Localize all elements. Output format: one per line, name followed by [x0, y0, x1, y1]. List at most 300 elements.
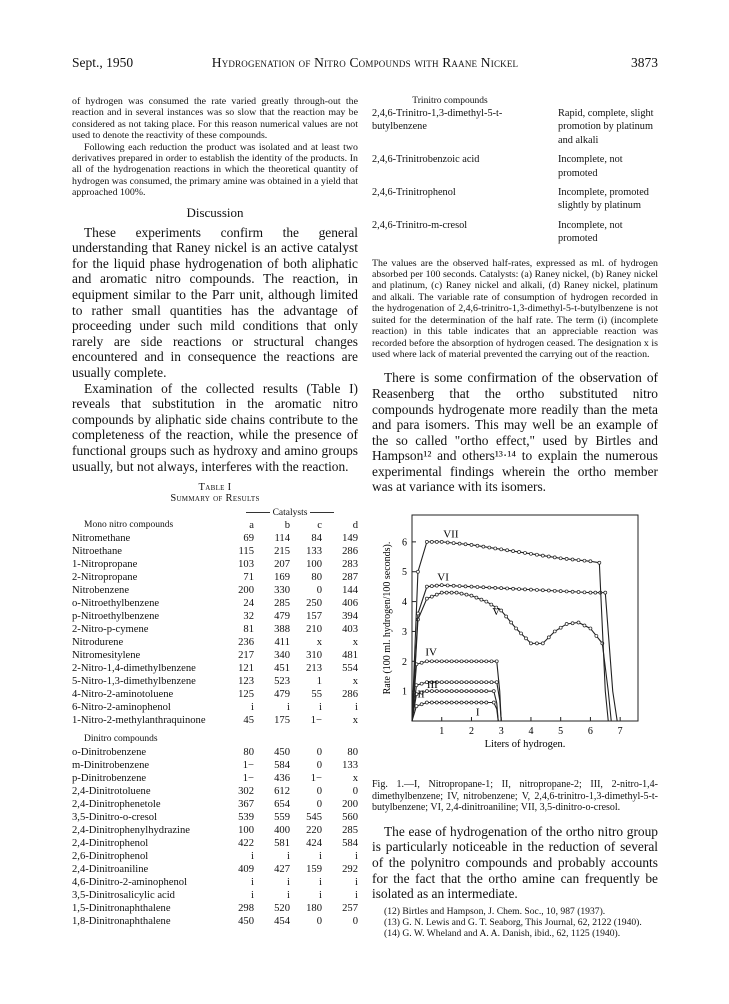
x-tick-label: 4 — [528, 726, 534, 738]
rate-value: x — [352, 637, 358, 649]
data-point — [485, 701, 488, 704]
compound-name: 2-Nitro-1,4-dimethylbenzene — [72, 663, 196, 675]
x-tick-label: 2 — [468, 726, 474, 738]
compound-name: 1-Nitro-2-methylanthraquinone — [72, 715, 206, 727]
data-point — [460, 592, 463, 595]
y-tick-label: 5 — [402, 567, 407, 579]
rate-value: x — [316, 637, 322, 649]
compound-name: 1-Nitropropane — [72, 559, 138, 571]
rate-value: 539 — [238, 812, 254, 824]
data-point — [430, 540, 433, 543]
data-point — [577, 559, 580, 562]
data-point — [565, 623, 568, 626]
rate-value: i — [287, 702, 290, 714]
data-point — [505, 615, 508, 618]
compound-name: 3,5-Dinitro-o-cresol — [72, 812, 158, 824]
compound-name: Nitromethane — [72, 533, 131, 545]
data-point — [524, 551, 527, 554]
rate-value: 0 — [316, 916, 322, 928]
data-point — [445, 690, 448, 693]
table-row — [72, 759, 358, 772]
rate-value: i — [355, 877, 358, 889]
data-point — [470, 681, 473, 684]
rate-value: 0 — [316, 585, 322, 597]
compound-name: 1,5-Dinitronaphthalene — [72, 903, 171, 915]
data-point — [480, 681, 483, 684]
series-label-VI: VI — [437, 571, 449, 584]
rate-value: 236 — [238, 637, 254, 649]
rate-value: 121 — [238, 663, 254, 675]
compound-name: 2,4-Dinitrotoluene — [72, 786, 151, 798]
compound-name: 5-Nitro-1,3-dimethylbenzene — [72, 676, 196, 688]
trinitro-row — [372, 107, 658, 153]
table-row — [72, 915, 358, 928]
data-point — [571, 590, 574, 593]
data-point — [440, 584, 443, 587]
table-row — [72, 597, 358, 610]
data-point — [440, 540, 443, 543]
data-point — [455, 681, 458, 684]
data-point — [430, 660, 433, 663]
references — [372, 906, 658, 940]
data-point — [571, 558, 574, 561]
rate-value: i — [287, 890, 290, 902]
table-title: Summary of Results — [170, 493, 260, 505]
series-label-I: I — [475, 706, 480, 719]
data-point — [510, 621, 513, 624]
rate-value: 103 — [238, 559, 254, 571]
data-point — [435, 540, 438, 543]
rate-value: 114 — [274, 533, 290, 545]
data-point — [476, 544, 479, 547]
x-tick-label: 5 — [558, 726, 564, 738]
rate-value: 287 — [342, 572, 358, 584]
data-point — [420, 682, 423, 685]
col-header-c: c — [317, 520, 322, 532]
data-point — [460, 660, 463, 663]
data-point — [445, 701, 448, 704]
data-point — [480, 701, 483, 704]
rate-value: i — [251, 851, 254, 863]
compound-name: 2,6-Dinitrophenol — [72, 851, 149, 863]
rate-value: 411 — [274, 637, 290, 649]
table-row — [72, 688, 358, 701]
data-point — [415, 705, 418, 708]
rate-value: 207 — [274, 559, 290, 571]
data-point — [583, 624, 586, 627]
rate-value: 220 — [306, 825, 322, 837]
data-point — [492, 690, 495, 693]
rate-value: 340 — [274, 650, 290, 662]
data-point — [541, 554, 544, 557]
data-point — [458, 542, 461, 545]
data-point — [495, 681, 498, 684]
data-point — [475, 690, 478, 693]
data-point — [485, 681, 488, 684]
results-table — [72, 506, 358, 928]
data-point — [529, 588, 532, 591]
data-point — [455, 690, 458, 693]
rate-value: 545 — [306, 812, 322, 824]
rate-value: 292 — [342, 864, 358, 876]
rate-value: 330 — [274, 585, 290, 597]
rate-value: i — [287, 851, 290, 863]
data-point — [440, 591, 443, 594]
data-point — [464, 543, 467, 546]
rate-value: i — [319, 851, 322, 863]
rate-value: 0 — [352, 916, 358, 928]
rate-value: 0 — [316, 799, 322, 811]
rate-value: 451 — [274, 663, 290, 675]
data-point — [458, 585, 461, 588]
compound-name: m-Dinitrobenzene — [72, 760, 150, 772]
rate-value: i — [319, 877, 322, 889]
trinitro-row — [372, 186, 658, 219]
rate-value: 149 — [342, 533, 358, 545]
rate-value: 479 — [274, 689, 290, 701]
data-point — [547, 555, 550, 558]
compound-name: 2-Nitro-p-cymene — [72, 624, 149, 636]
data-point — [565, 557, 568, 560]
data-point — [535, 588, 538, 591]
rate-value: 100 — [306, 559, 322, 571]
data-point — [506, 549, 509, 552]
col-header-b: b — [284, 520, 290, 532]
trinitro-header: Trinitro compounds — [412, 96, 488, 106]
catalysts-label: Catalysts — [222, 506, 358, 519]
data-point — [430, 701, 433, 704]
data-point — [470, 594, 473, 597]
rate-value: 175 — [274, 715, 290, 727]
data-point — [430, 595, 433, 598]
data-point — [604, 591, 607, 594]
table-row — [72, 772, 358, 785]
intro-paragraph: of hydrogen was consumed the rate varied greatly through-out the reaction and in several instances was so slow that the reaction may be considered as not taking place. For this reason numerical values are not used to denote the reactivity of these compounds. — [72, 96, 358, 142]
data-point — [476, 586, 479, 589]
rate-value: 257 — [342, 903, 358, 915]
data-point — [475, 660, 478, 663]
rate-value: 285 — [274, 598, 290, 610]
data-point — [494, 586, 497, 589]
rate-value: 481 — [342, 650, 358, 662]
data-point — [553, 589, 556, 592]
data-point — [470, 585, 473, 588]
data-point — [420, 703, 423, 706]
y-tick-label: 1 — [402, 686, 407, 698]
data-point — [460, 681, 463, 684]
rate-value: 100 — [238, 825, 254, 837]
rate-value: 450 — [274, 747, 290, 759]
data-point — [435, 593, 438, 596]
discussion-paragraph-1: These experiments confirm the general understanding that Raney nickel is an active catalyst for the liquid phase hydrogenation of both aliphatic and aromatic nitro compounds. The reaction, in equipment similar to the Parr unit, although limited to rather small quantities has the advantage of proceeding under such mild conditions that only rarely are side reactions or structural changes encountered and in consequence the reactions are usually complete. — [72, 224, 358, 380]
rate-value: 388 — [274, 624, 290, 636]
series-line-VII — [412, 542, 608, 721]
table-row — [72, 675, 358, 688]
y-tick-label: 4 — [402, 597, 407, 609]
compound-name: o-Dinitrobenzene — [72, 747, 147, 759]
data-point — [450, 660, 453, 663]
data-point — [450, 690, 453, 693]
data-point — [482, 545, 485, 548]
data-point — [450, 591, 453, 594]
table-row — [72, 824, 358, 837]
table-row — [72, 850, 358, 863]
data-point — [541, 589, 544, 592]
data-point — [475, 681, 478, 684]
trinitro-table — [372, 107, 658, 252]
intro-paragraph-2: Following each reduction the product was isolated and at least two derivatives prepared in order to establish the identity of the products. In all of the hydrogenation reactions in which the theoretical quantity of hydrogen was consumed, the primary amine was obtained in a yield that approached 100%. — [72, 141, 358, 199]
compound-name: 6-Nitro-2-aminophenol — [72, 702, 171, 714]
data-point — [494, 547, 497, 550]
rate-value: i — [251, 877, 254, 889]
data-point — [435, 660, 438, 663]
data-point — [470, 660, 473, 663]
data-point — [495, 660, 498, 663]
series-label-V: V — [492, 606, 501, 619]
reference-13: (13) G. N. Lewis and G. T. Seaborg, This Journal, 62, 2122 (1940). — [384, 917, 642, 929]
data-point — [425, 597, 428, 600]
data-point — [485, 600, 488, 603]
data-point — [488, 546, 491, 549]
data-point — [490, 681, 493, 684]
rate-value: 123 — [238, 676, 254, 688]
table-row — [72, 889, 358, 902]
table-row — [72, 876, 358, 889]
rate-value: 654 — [274, 799, 290, 811]
rate-value: 215 — [274, 546, 290, 558]
left-column — [72, 96, 358, 928]
rate-value: 436 — [274, 773, 290, 785]
data-point — [455, 701, 458, 704]
data-point — [577, 591, 580, 594]
rate-value: 0 — [316, 760, 322, 772]
data-point — [455, 660, 458, 663]
rate-value: 283 — [342, 559, 358, 571]
rate-value: 200 — [238, 585, 254, 597]
header-title: Hydrogenation of Nitro Compounds with Raane Nickel — [211, 55, 519, 70]
header-date: Sept., 1950 — [72, 55, 134, 70]
rate-value: 213 — [306, 663, 322, 675]
data-point — [541, 642, 544, 645]
rate-value: i — [355, 890, 358, 902]
rate-value: i — [251, 890, 254, 902]
x-tick-label: 6 — [587, 726, 593, 738]
data-point — [465, 701, 468, 704]
data-point — [480, 598, 483, 601]
table-label: Table I — [198, 482, 232, 494]
data-point — [440, 681, 443, 684]
rate-value: 32 — [243, 611, 254, 623]
trinitro-row — [372, 153, 658, 186]
table-row — [72, 714, 358, 727]
series-line-VI — [412, 585, 617, 721]
rate-value: i — [319, 702, 322, 714]
data-point — [529, 552, 532, 555]
compound-name: 2,4,6-Trinitro-1,3-dimethyl-5-t-butylbenzene — [372, 108, 503, 133]
table-row — [72, 863, 358, 876]
series-label-VII: VII — [443, 528, 459, 541]
rate-value: 523 — [274, 676, 290, 688]
data-point — [465, 681, 468, 684]
data-point — [518, 551, 521, 554]
rate-value: 0 — [352, 786, 358, 798]
y-tick-label: 6 — [402, 537, 407, 549]
rate-value: 394 — [342, 611, 358, 623]
data-point — [425, 585, 428, 588]
rate-value: x — [352, 715, 358, 727]
compound-name: 2,4,6-Trinitrophenol — [372, 187, 456, 199]
rate-value: 157 — [306, 611, 322, 623]
rate-value: 286 — [342, 546, 358, 558]
data-point — [452, 542, 455, 545]
data-point — [452, 584, 455, 587]
table-row — [72, 837, 358, 850]
rate-value: 1 — [316, 676, 322, 688]
data-point — [464, 585, 467, 588]
x-tick-label: 7 — [617, 726, 623, 738]
data-point — [577, 621, 580, 624]
data-point — [535, 553, 538, 556]
table-row — [72, 545, 358, 558]
data-point — [500, 548, 503, 551]
rate-value: i — [355, 702, 358, 714]
x-tick-label: 1 — [439, 726, 445, 738]
rate-value: 427 — [274, 864, 290, 876]
data-point — [475, 701, 478, 704]
series-line-II — [412, 688, 498, 721]
data-point — [488, 586, 491, 589]
rate-value: 450 — [238, 916, 254, 928]
data-point — [465, 690, 468, 693]
page-number: 3873 — [631, 55, 658, 70]
rate-value: 115 — [238, 546, 254, 558]
data-point — [492, 701, 495, 704]
rate-value: 285 — [342, 825, 358, 837]
rate-value: x — [352, 676, 358, 688]
rate-value: 80 — [347, 747, 358, 759]
data-point — [559, 626, 562, 629]
rate-value: 581 — [274, 838, 290, 850]
data-point — [440, 701, 443, 704]
data-point — [559, 590, 562, 593]
rate-value: 84 — [311, 533, 322, 545]
data-point — [490, 660, 493, 663]
data-point — [529, 642, 532, 645]
rate-value: 1− — [242, 773, 254, 785]
rate-value: i — [287, 877, 290, 889]
data-point — [450, 681, 453, 684]
data-point — [445, 591, 448, 594]
rate-value: 159 — [306, 864, 322, 876]
rate-value: 409 — [238, 864, 254, 876]
rate-value: 367 — [238, 799, 254, 811]
compound-name: 3,5-Dinitrosalicylic acid — [72, 890, 175, 902]
result-text: Incomplete, not promoted — [558, 154, 623, 179]
mono-header: Mono nitro compounds — [84, 520, 174, 531]
data-point — [482, 586, 485, 589]
dinitro-header: Dinitro compounds — [84, 734, 158, 745]
rate-value: 125 — [238, 689, 254, 701]
data-point — [425, 701, 428, 704]
rate-value: 406 — [342, 598, 358, 610]
data-point — [480, 690, 483, 693]
rate-value: 71 — [243, 572, 254, 584]
data-point — [445, 681, 448, 684]
data-point — [520, 632, 523, 635]
data-point — [547, 589, 550, 592]
data-point — [565, 590, 568, 593]
data-point — [512, 587, 515, 590]
rate-value: 560 — [342, 812, 358, 824]
compound-name: Nitrobenzene — [72, 585, 130, 597]
rate-value: 1− — [310, 715, 322, 727]
data-point — [460, 690, 463, 693]
figure-1-chart — [372, 507, 658, 775]
rate-value: 217 — [238, 650, 254, 662]
x-tick-label: 3 — [498, 726, 504, 738]
table-row — [72, 746, 358, 759]
data-point — [435, 701, 438, 704]
rate-value: 144 — [342, 585, 358, 597]
table-row — [72, 785, 358, 798]
data-point — [440, 690, 443, 693]
data-point — [470, 701, 473, 704]
rate-value: 584 — [342, 838, 358, 850]
data-point — [559, 557, 562, 560]
rate-value: 310 — [306, 650, 322, 662]
data-point — [571, 622, 574, 625]
data-point — [485, 660, 488, 663]
compound-name: 4,6-Dinitro-2-aminophenol — [72, 877, 188, 889]
table-row — [72, 811, 358, 824]
discussion-heading: Discussion — [186, 204, 244, 220]
rate-value: 210 — [306, 624, 322, 636]
compound-name: Nitrodurene — [72, 637, 124, 649]
running-header — [72, 55, 658, 75]
data-point — [598, 561, 601, 564]
rate-value: 133 — [306, 546, 322, 558]
rate-value: 81 — [243, 624, 254, 636]
data-point — [435, 584, 438, 587]
y-axis-label: Rate (100 ml. hydrogen/100 seconds). — [382, 541, 393, 695]
data-point — [524, 588, 527, 591]
data-point — [430, 585, 433, 588]
data-point — [583, 559, 586, 562]
data-point — [594, 591, 597, 594]
data-point — [535, 642, 538, 645]
data-point — [420, 661, 423, 664]
rate-value: 554 — [342, 663, 358, 675]
table-row — [72, 662, 358, 675]
data-point — [446, 541, 449, 544]
rate-value: 584 — [274, 760, 290, 772]
table-row — [72, 610, 358, 623]
compound-name: Nitromesitylene — [72, 650, 141, 662]
rate-value: 80 — [243, 747, 254, 759]
data-point — [506, 587, 509, 590]
rate-value: 479 — [274, 611, 290, 623]
data-point — [446, 584, 449, 587]
data-point — [425, 540, 428, 543]
table-row — [72, 571, 358, 584]
rate-value: 559 — [274, 812, 290, 824]
col-header-a: a — [249, 520, 254, 532]
rate-chart — [372, 507, 658, 775]
rate-value: 520 — [274, 903, 290, 915]
data-point — [485, 690, 488, 693]
compound-name: 2,4,6-Trinitrobenzoic acid — [372, 154, 480, 166]
rate-value: 45 — [243, 715, 254, 727]
